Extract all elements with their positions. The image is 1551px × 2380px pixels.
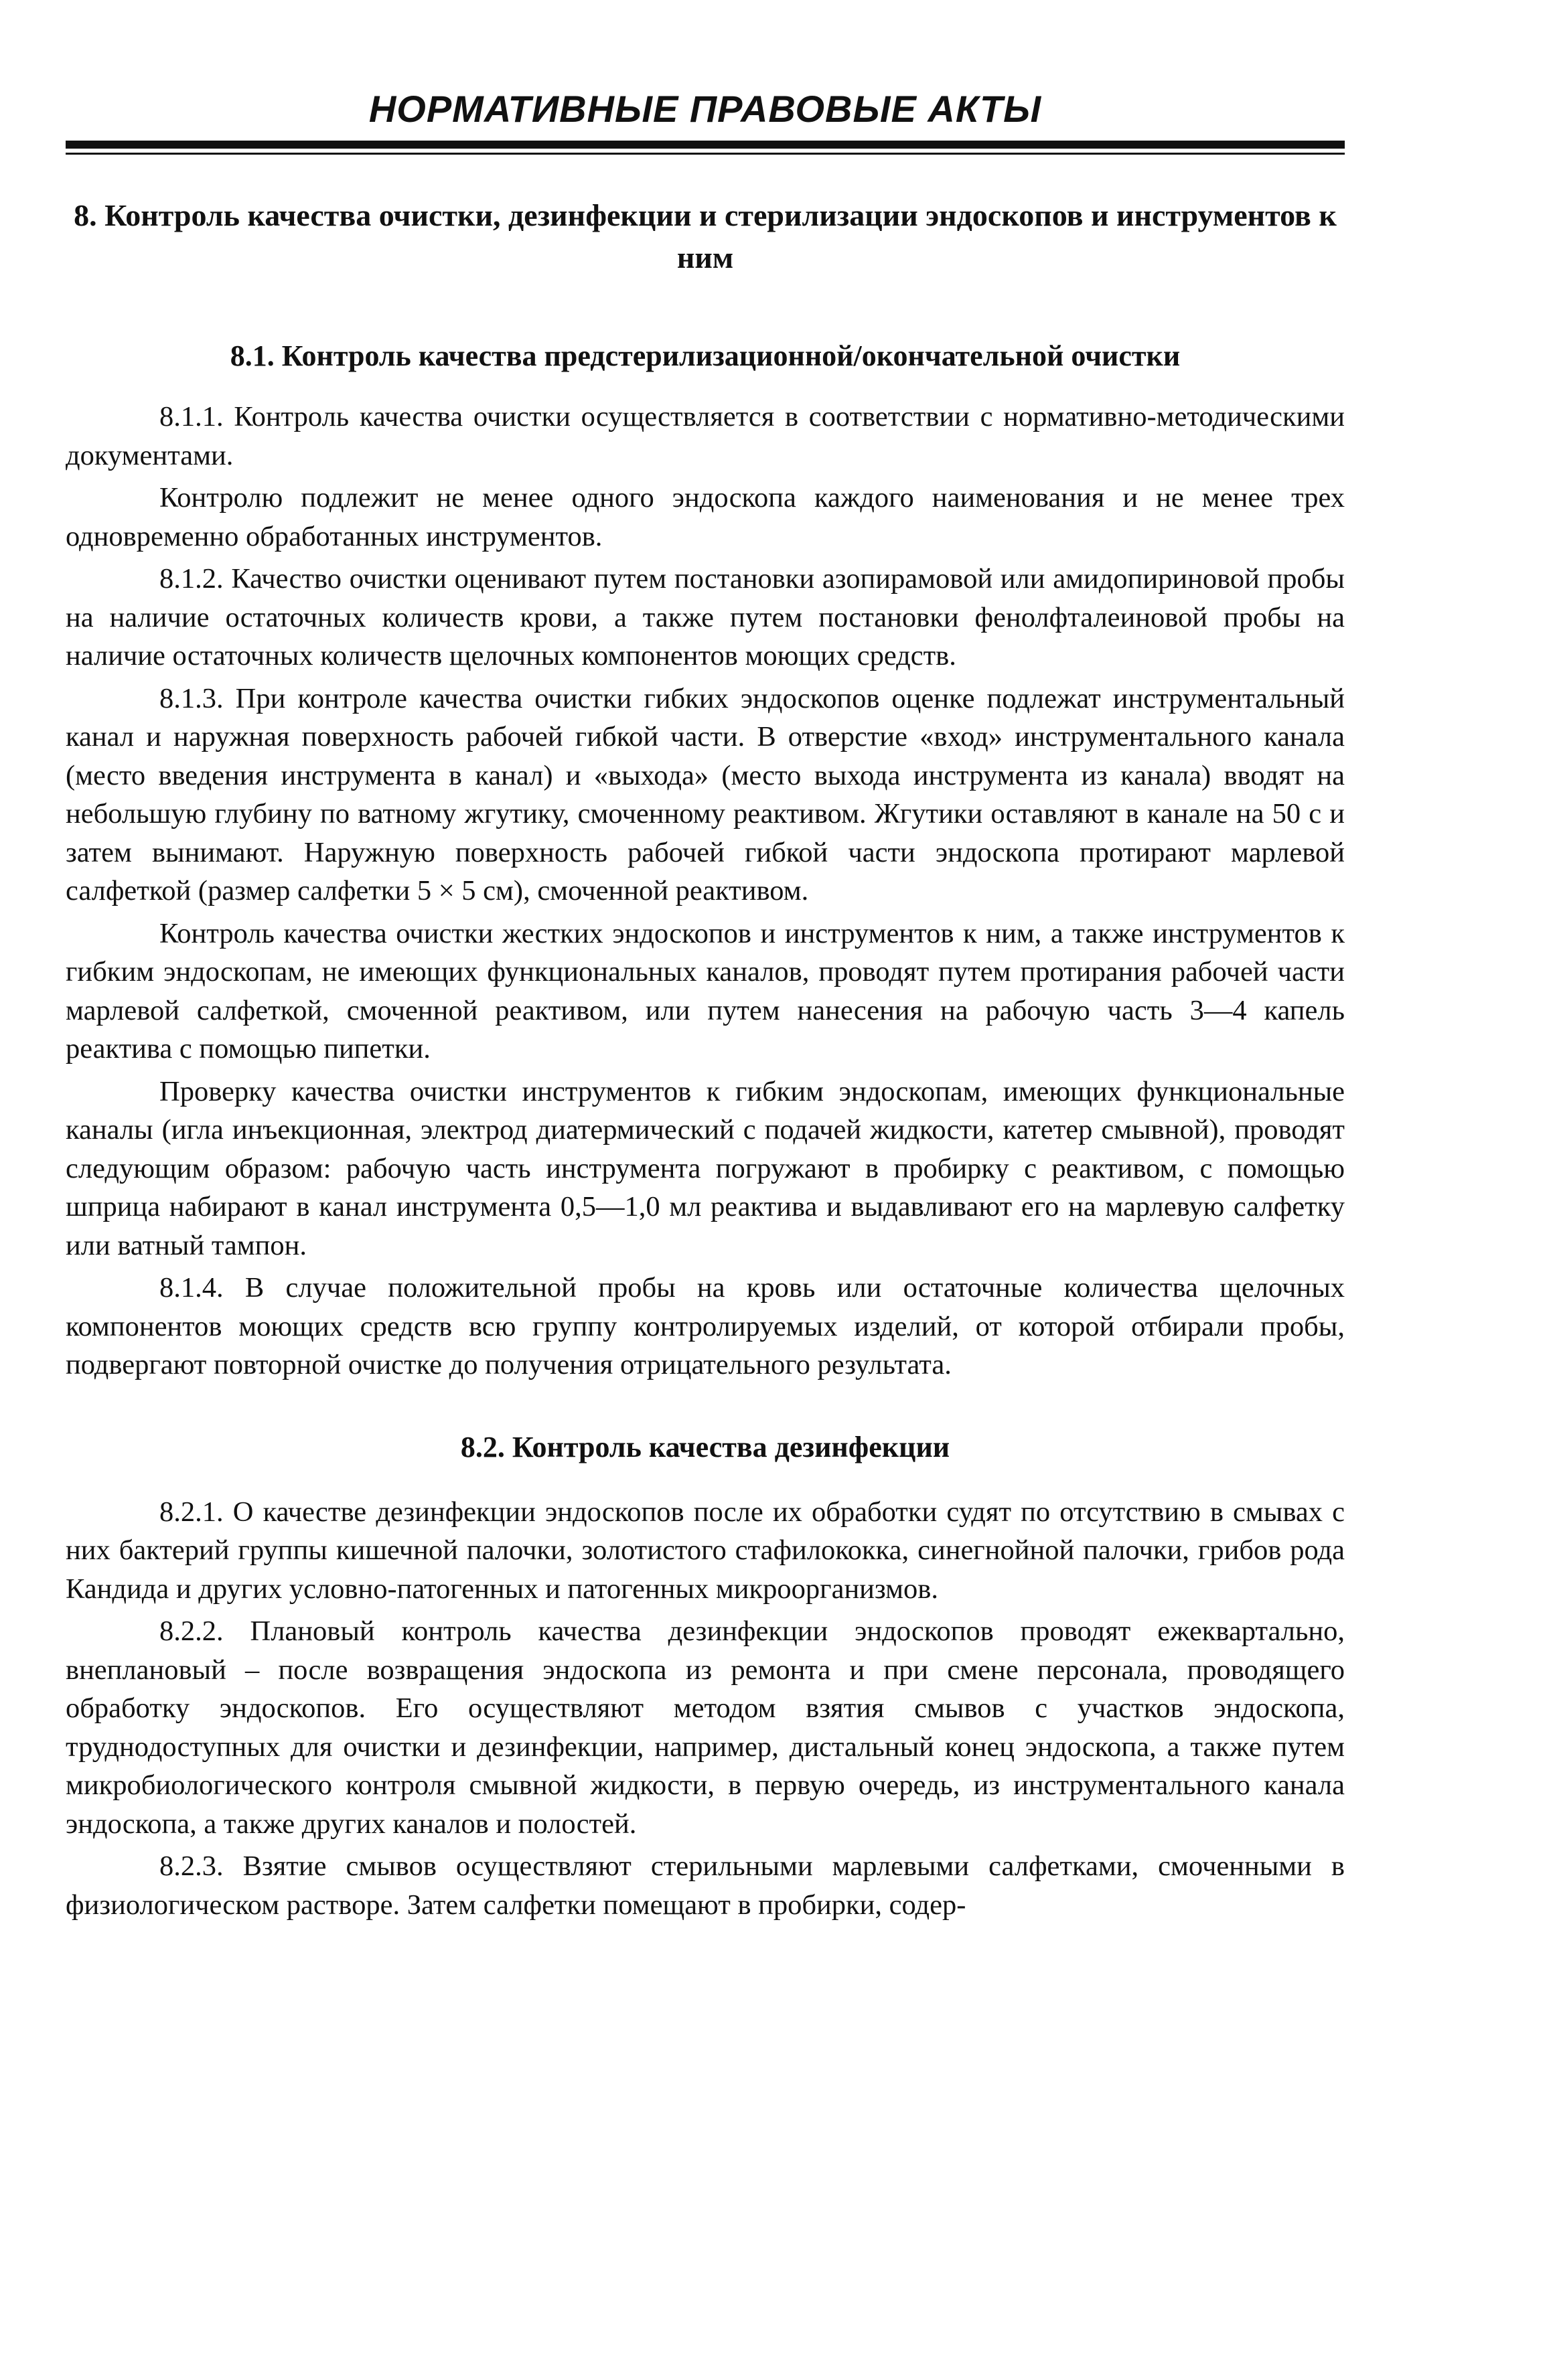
paragraph: 8.2.3. Взятие смывов осуществляют стерильными марлевыми салфетками, смоченными в физиологическом растворе. Затем салфетки помещают в пробирки, содер-: [66, 1850, 1345, 1921]
paragraph: 8.1.3. При контроле качества очистки гибких эндоскопов оценке подлежат инструментальный канал и наружная поверхность рабочей гибкой части. В отверстие «вход» инструментального канала (место введения инструмента в канал) и «выхода» (место выхода инструмента из канала) вводят на небольшую глубину по ватному жгутику, смоченному реактивом. Жгутики оставляют в канале на 50 с и затем вынимают. Наружную поверхность рабочей гибкой части эндоскопа протирают марлевой салфеткой (размер салфетки 5 × 5 см), смоченной реактивом.: [66, 682, 1345, 906]
paragraph: 8.1.1. Контроль качества очистки осуществляется в соответствии с нормативно-методическими документами.: [66, 401, 1345, 471]
paragraph: Контролю подлежит не менее одного эндоскопа каждого наименования и не менее трех одновременно обработанных инструментов.: [66, 482, 1345, 552]
header-rule-thick: [66, 141, 1345, 149]
paragraph: 8.2.2. Плановый контроль качества дезинфекции эндоскопов проводят ежеквартально, внеплановый – после возвращения эндоскопа из ремонта и при смене персонала, проводящего обработку эндоскопов. Его осуществляют методом взятия смывов с участков эндоскопа, труднодоступных для очистки и дезинфекции, например, дистальный конец эндоскопа, а также путем микробиологического контроля смывной жидкости, в первую очередь, из инструментального канала эндоскопа, а также других каналов и полостей.: [66, 1615, 1345, 1840]
header-rule-thin: [66, 153, 1345, 155]
running-header-title: НОРМАТИВНЫЕ ПРАВОВЫЕ АКТЫ: [368, 88, 1042, 130]
paragraph: Контроль качества очистки жестких эндоскопов и инструментов к ним, а также инструментов к гибким эндоскопам, не имеющих функциональных каналов, проводят путем протирания рабочей части марлевой салфеткой, смоченной реактивом, или путем нанесения на рабочую часть 3—4 капель реактива с помощью пипетки.: [66, 917, 1345, 1064]
chapter-title: 8. Контроль качества очистки, дезинфекции и стерилизации эндоскопов и инструментов к ним: [74, 198, 1337, 274]
paragraph: 8.1.2. Качество очистки оценивают путем постановки азопирамовой или амидопириновой пробы на наличие остаточных количеств крови, а также путем постановки фенолфталеиновой пробы на наличие остаточных количеств щелочных компонентов моющих средств.: [66, 563, 1345, 671]
section-title-8-1: 8.1. Контроль качества предстерилизационной/окончательной очистки: [230, 339, 1181, 372]
paragraph: 8.1.4. В случае положительной пробы на кровь или остаточные количества щелочных компонентов моющих средств всю группу контролируемых изделий, от которой отбирали пробы, подвергают повторной очистке до получения отрицательного результата.: [66, 1272, 1345, 1380]
paragraph: 8.2.1. О качестве дезинфекции эндоскопов после их обработки судят по отсутствию в смывах с них бактерий группы кишечной палочки, золотистого стафилококка, синегнойной палочки, грибов рода Кандида и других условно-патогенных и патогенных микроорганизмов.: [66, 1496, 1345, 1605]
section-title-8-2: 8.2. Контроль качества дезинфекции: [460, 1430, 950, 1463]
document-body: [66, 194, 1345, 1928]
paragraph: Проверку качества очистки инструментов к гибким эндоскопам, имеющих функциональные каналы (игла инъекционная, электрод диатермический с подачей жидкости, катетер смывной), проводят следующим образом: рабочую часть инструмента погружают в пробирку с реактивом, с помощью шприца набирают в канал инструмента 0,5—1,0 мл реактива и выдавливают его на марлевую салфетку или ватный тампон.: [66, 1075, 1345, 1261]
